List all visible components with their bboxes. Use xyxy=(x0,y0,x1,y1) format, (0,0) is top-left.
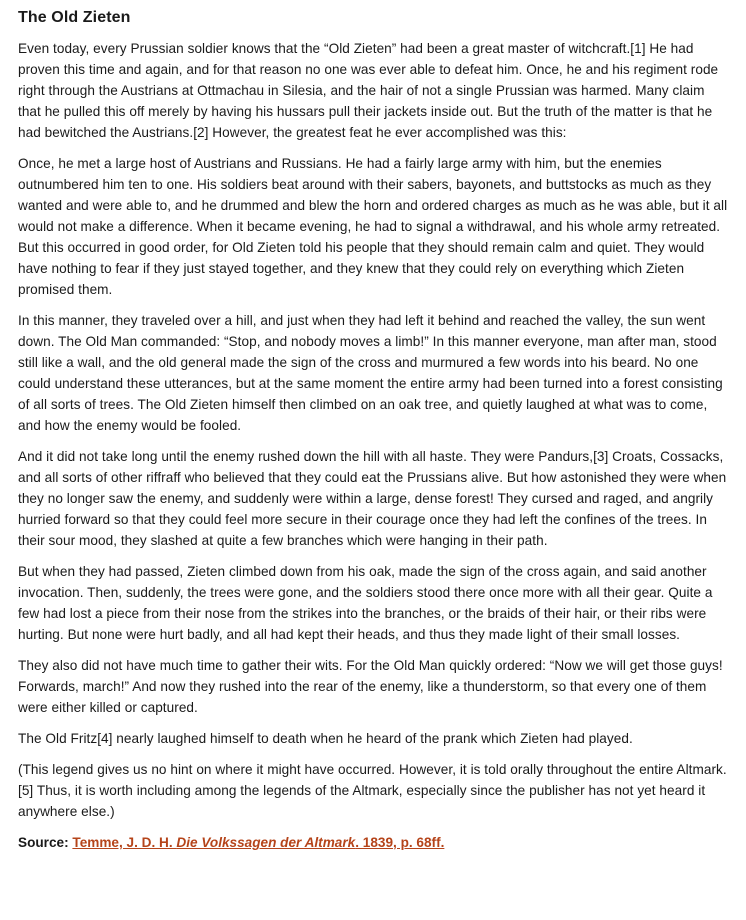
source-link-title: Die Volkssagen der Altmark xyxy=(176,835,356,850)
paragraph-1: Even today, every Prussian soldier knows that the “Old Zieten” had been a great master of witchcraft.[1] He had proven this time and again, and for that reason no one was ever able to defeat him. Once, he and his regiment rode right through the Austrians at Ottmachau in Silesia, and the hair of not a single Prussian was harmed. Many claim that he pulled this off merely by having his hussars pull their jackets inside out. But the truth of the matter is that he had bewitched the Austrians.[2] However, the greatest feat he ever accomplished was this: xyxy=(18,41,719,140)
article-title: The Old Zieten xyxy=(18,9,131,26)
paragraph-3: In this manner, they traveled over a hill, and just when they had left it behind and reached the valley, the sun went down. The Old Man commanded: “Stop, and nobody moves a limb!” In this manner everyone, man after man, stood still like a wall, and the old general made the sign of the cross and murmured a few words into his beard. No one could understand these utterances, but at the same moment the entire army had been turned into a forest consisting of all sorts of trees. The Old Zieten himself then climbed on an oak tree, and quietly laughed at what was to come, and how the enemy would be fooled. xyxy=(18,313,723,433)
source-link-author: Temme, J. D. H. xyxy=(72,835,177,850)
paragraph-2: Once, he met a large host of Austrians and Russians. He had a fairly large army with him, but the enemies outnumbered him ten to one. His soldiers beat around with their sabers, bayonets, and buttstocks as much as they wanted and were able to, and he drummed and blew the horn and ordered charges as much as he was able, but it all would not make a difference. When it became evening, he had to signal a withdrawal, and his whole army retreated. But this occurred in good order, for Old Zieten told his people that they should remain calm and quiet. They would have nothing to fear if they just stayed together, and they knew that they could rely on everything which Zieten promised them. xyxy=(18,156,728,297)
source-label: Source: xyxy=(18,835,69,850)
paragraph-5: But when they had passed, Zieten climbed down from his oak, made the sign of the cross again, and said another invocation. Then, suddenly, the trees were gone, and the soldiers stood there once more with all their gear. Quite a few had lost a piece from their nose from the strikes into the branches, or the braids of their hair, or their ribs were hurting. But none were hurt badly, and all had kept their heads, and thus they made light of their small losses. xyxy=(18,564,713,642)
source-link-details: . 1839, p. 68ff. xyxy=(355,835,445,850)
paragraph-7: The Old Fritz[4] nearly laughed himself to death when he heard of the prank which Zieten had played. xyxy=(18,731,633,746)
paragraph-8: (This legend gives us no hint on where it might have occurred. However, it is told orally throughout the entire Altmark.[5] Thus, it is worth including among the legends of the Altmark, especially since the publisher has not yet heard it anywhere else.) xyxy=(18,762,727,819)
source-citation xyxy=(18,832,728,853)
paragraph-4: And it did not take long until the enemy rushed down the hill with all haste. They were Pandurs,[3] Croats, Cossacks, and all sorts of other riffraff who believed that they could eat the Prussians alive. But how astonished they were when they no longer saw the enemy, and suddenly were within a large, dense forest! They cursed and raged, and angrily hurried forward so that they could feel more secure in their courage once they had left the confines of the trees. In their sour mood, they slashed at quite a few branches which were hanging in their path. xyxy=(18,449,727,548)
paragraph-6: They also did not have much time to gather their wits. For the Old Man quickly ordered: “Now we will get those guys! Forwards, march!” And now they rushed into the rear of the enemy, like a thunderstorm, so that every one of them were either killed or captured. xyxy=(18,658,723,715)
source-link[interactable] xyxy=(72,835,444,850)
